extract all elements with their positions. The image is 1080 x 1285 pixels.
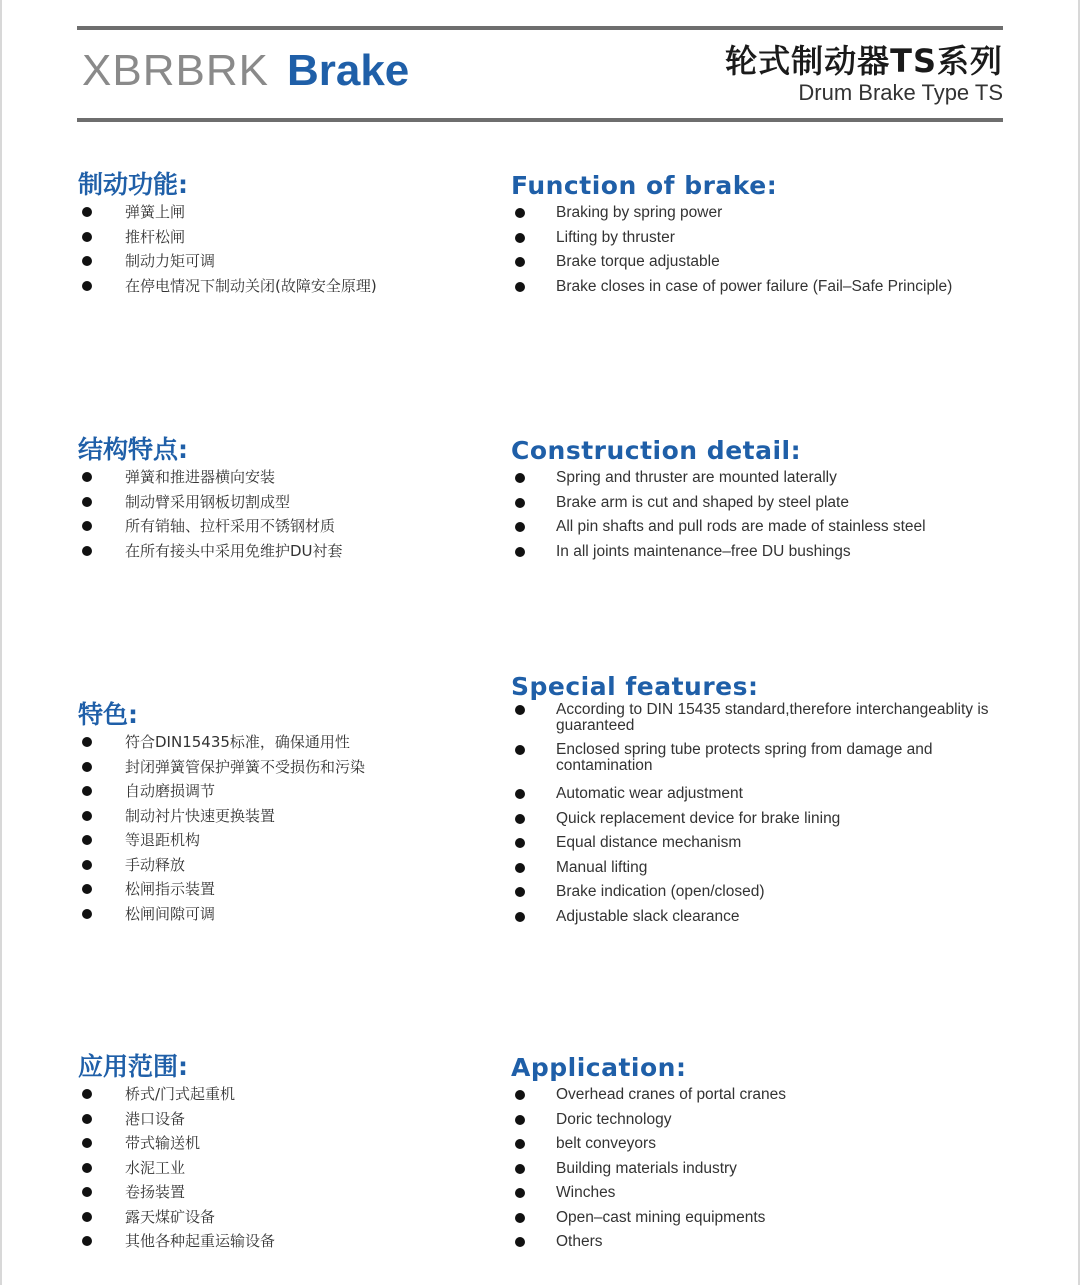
function-section-cn — [78, 170, 468, 298]
bullet-icon — [515, 208, 525, 218]
bullet-icon — [82, 860, 92, 870]
list-item: Adjustable slack clearance — [511, 905, 1003, 930]
special-heading-en: Special features: — [511, 672, 759, 701]
list-item: belt conveyors — [511, 1132, 1003, 1157]
function-heading-en: Function of brake: — [511, 171, 778, 200]
list-item: 桥式/门式起重机 — [78, 1082, 468, 1107]
bullet-icon — [82, 835, 92, 845]
construction-heading-cn: 结构特点: — [78, 435, 188, 464]
bullet-icon — [82, 762, 92, 772]
bullet-icon — [82, 737, 92, 747]
bullet-icon — [82, 521, 92, 531]
list-item: Automatic wear adjustment — [511, 782, 1003, 807]
list-item: 所有销轴、拉杆采用不锈钢材质 — [78, 514, 468, 539]
bullet-icon — [82, 497, 92, 507]
list-item: According to DIN 15435 standard,therefore interchangeablity is guaranteed — [511, 702, 1003, 742]
special-list-en — [511, 702, 1003, 929]
special-heading-cn: 特色: — [78, 700, 138, 729]
bullet-icon — [515, 473, 525, 483]
bullet-icon — [515, 257, 525, 267]
list-item: 手动释放 — [78, 853, 468, 878]
list-item: Open–cast mining equipments — [511, 1206, 1003, 1231]
list-item: 水泥工业 — [78, 1156, 468, 1181]
list-item: 制动力矩可调 — [78, 249, 468, 274]
title-chinese: 轮式制动器TS系列 — [725, 42, 1003, 80]
bullet-icon — [82, 1138, 92, 1148]
list-item: 在所有接头中采用免维护DU衬套 — [78, 539, 468, 564]
bullet-icon — [515, 789, 525, 799]
special-section-en — [511, 672, 1003, 929]
list-item: Winches — [511, 1181, 1003, 1206]
bullet-icon — [82, 472, 92, 482]
list-item: 带式输送机 — [78, 1131, 468, 1156]
list-item: Enclosed spring tube protects spring from damage and contamination — [511, 742, 1003, 782]
construction-heading-en: Construction detail: — [511, 436, 802, 465]
special-list-cn — [78, 730, 468, 926]
bullet-icon — [82, 1114, 92, 1124]
list-item: Building materials industry — [511, 1157, 1003, 1182]
list-item: Brake closes in case of power failure (Fail–Safe Principle) — [511, 275, 1003, 300]
bullet-icon — [515, 1188, 525, 1198]
list-item: Others — [511, 1230, 1003, 1255]
list-item: In all joints maintenance–free DU bushings — [511, 540, 1003, 565]
list-item: All pin shafts and pull rods are made of stainless steel — [511, 515, 1003, 540]
list-item: Lifting by thruster — [511, 226, 1003, 251]
bullet-icon — [82, 256, 92, 266]
bullet-icon — [515, 912, 525, 922]
list-item: 松闸指示装置 — [78, 877, 468, 902]
bullet-icon — [82, 232, 92, 242]
list-item: Brake torque adjustable — [511, 250, 1003, 275]
bullet-icon — [515, 282, 525, 292]
list-item: 制动衬片快速更换装置 — [78, 804, 468, 829]
page-border-left — [0, 0, 2, 1285]
construction-section-en — [511, 436, 1003, 564]
application-heading-cn: 应用范围: — [78, 1052, 188, 1081]
function-section-en — [511, 171, 1003, 299]
bullet-icon — [515, 814, 525, 824]
application-heading-en: Application: — [511, 1053, 687, 1082]
special-section-cn — [78, 700, 468, 926]
list-item: Brake indication (open/closed) — [511, 880, 1003, 905]
list-item: 港口设备 — [78, 1107, 468, 1132]
list-item: Manual lifting — [511, 856, 1003, 881]
list-item: Quick replacement device for brake lining — [511, 807, 1003, 832]
list-item: 弹簧上闸 — [78, 200, 468, 225]
bullet-icon — [515, 705, 525, 715]
bullet-icon — [82, 207, 92, 217]
list-item: Spring and thruster are mounted laterally — [511, 466, 1003, 491]
application-list-cn — [78, 1082, 468, 1254]
header-top-rule — [77, 26, 1003, 30]
bullet-icon — [515, 1139, 525, 1149]
bullet-icon — [515, 1213, 525, 1223]
bullet-icon — [515, 1090, 525, 1100]
bullet-icon — [515, 745, 525, 755]
bullet-icon — [82, 1187, 92, 1197]
title-english: Drum Brake Type TS — [798, 80, 1003, 105]
list-item: 松闸间隙可调 — [78, 902, 468, 927]
list-item: Overhead cranes of portal cranes — [511, 1083, 1003, 1108]
company-name: XBRBRK — [82, 46, 269, 95]
bullet-icon — [515, 887, 525, 897]
bullet-icon — [515, 863, 525, 873]
list-item: Brake arm is cut and shaped by steel plate — [511, 491, 1003, 516]
header-bottom-rule — [77, 118, 1003, 122]
product-name: Brake — [286, 46, 410, 95]
application-section-en — [511, 1053, 1003, 1255]
bullet-icon — [82, 1212, 92, 1222]
bullet-icon — [515, 1115, 525, 1125]
list-item: Doric technology — [511, 1108, 1003, 1133]
list-item: Braking by spring power — [511, 201, 1003, 226]
list-item: 其他各种起重运输设备 — [78, 1229, 468, 1254]
list-item: 推杆松闸 — [78, 225, 468, 250]
bullet-icon — [82, 281, 92, 291]
bullet-icon — [515, 1237, 525, 1247]
bullet-icon — [515, 498, 525, 508]
construction-section-cn — [78, 435, 468, 563]
function-heading-cn: 制动功能: — [78, 170, 188, 199]
bullet-icon — [515, 1164, 525, 1174]
bullet-icon — [515, 547, 525, 557]
bullet-icon — [515, 233, 525, 243]
bullet-icon — [515, 522, 525, 532]
list-item: 卷扬装置 — [78, 1180, 468, 1205]
list-item: 封闭弹簧管保护弹簧不受损伤和污染 — [78, 755, 468, 780]
bullet-icon — [82, 786, 92, 796]
brand-logo — [82, 46, 409, 96]
construction-list-en — [511, 466, 1003, 564]
list-item: 制动臂采用钢板切割成型 — [78, 490, 468, 515]
document-title — [725, 42, 1003, 106]
function-list-en — [511, 201, 1003, 299]
application-list-en — [511, 1083, 1003, 1255]
bullet-icon — [515, 838, 525, 848]
bullet-icon — [82, 546, 92, 556]
list-item: 弹簧和推进器横向安装 — [78, 465, 468, 490]
bullet-icon — [82, 811, 92, 821]
bullet-icon — [82, 909, 92, 919]
bullet-icon — [82, 1236, 92, 1246]
list-item: 自动磨损调节 — [78, 779, 468, 804]
list-item: 等退距机构 — [78, 828, 468, 853]
function-list-cn — [78, 200, 468, 298]
bullet-icon — [82, 884, 92, 894]
application-section-cn — [78, 1052, 468, 1254]
list-item: 符合DIN15435标准，确保通用性 — [78, 730, 468, 755]
bullet-icon — [82, 1163, 92, 1173]
construction-list-cn — [78, 465, 468, 563]
list-item: 在停电情况下制动关闭(故障安全原理) — [78, 274, 468, 299]
list-item: 露天煤矿设备 — [78, 1205, 468, 1230]
list-item: Equal distance mechanism — [511, 831, 1003, 856]
bullet-icon — [82, 1089, 92, 1099]
